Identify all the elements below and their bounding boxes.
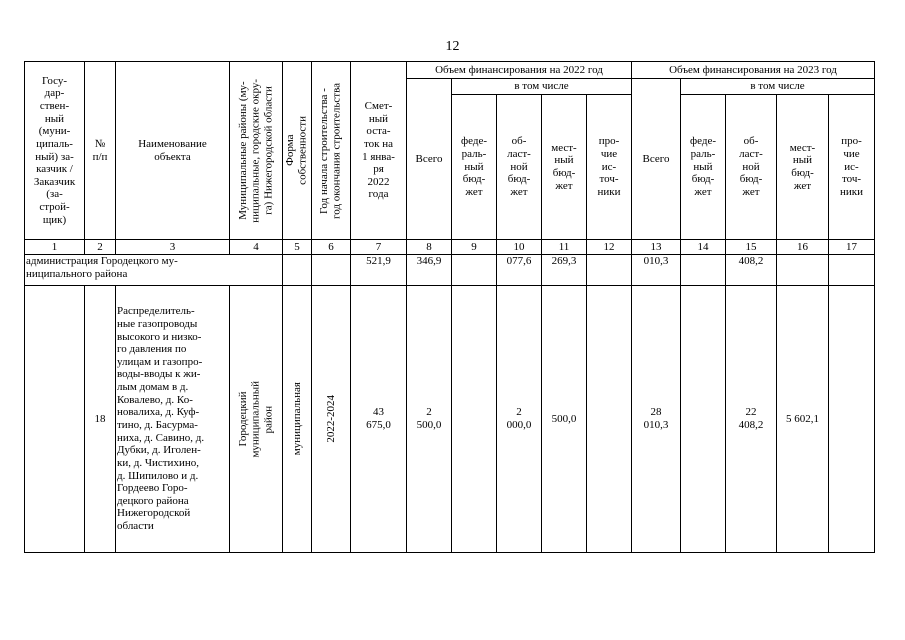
- item-total-2022: 2 500,0: [407, 286, 452, 553]
- item-estimate: 43 675,0: [351, 286, 407, 553]
- page-number: 12: [445, 39, 460, 54]
- header-number: № п/п: [85, 62, 116, 240]
- item-ownership-text: муниципальная: [290, 382, 303, 456]
- item-federal-2022: [452, 286, 497, 553]
- header-regional-2022: об- ласт- ной бюд- жет: [497, 95, 542, 240]
- table-row-administration: [25, 255, 875, 286]
- item-municipality-text: Городецкий муниципальный район: [237, 380, 275, 458]
- header-ownership-text: Форма собственности: [284, 116, 309, 185]
- financing-table: [24, 61, 875, 553]
- header-years: [312, 62, 351, 240]
- item-regional-2022: 2 000,0: [497, 286, 542, 553]
- admin-estimate: 521,9: [351, 255, 407, 286]
- admin-local-2023: [777, 255, 829, 286]
- column-number: 7: [351, 240, 407, 255]
- column-number: 4: [230, 240, 283, 255]
- header-financing-2023: Объем финансирования на 2023 год: [632, 62, 875, 79]
- column-number: 11: [542, 240, 587, 255]
- admin-other-2023: [829, 255, 875, 286]
- admin-federal-2023: [681, 255, 726, 286]
- admin-local-2022: 269,3: [542, 255, 587, 286]
- item-municipality: [230, 286, 283, 553]
- column-number: 14: [681, 240, 726, 255]
- header-years-text: Год начала строительства - год окончания строительства: [318, 82, 343, 219]
- item-ownership: [283, 286, 312, 553]
- header-other-2022: про- чие ис- точ- ники: [587, 95, 632, 240]
- header-object-name: Наименование объекта: [116, 62, 230, 240]
- admin-total-2023: 010,3: [632, 255, 681, 286]
- header-regional-2023: об- ласт- ной бюд- жет: [726, 95, 777, 240]
- column-number: 10: [497, 240, 542, 255]
- table-row-item-18: [25, 286, 875, 553]
- column-number: 16: [777, 240, 829, 255]
- admin-total-2022: 346,9: [407, 255, 452, 286]
- column-number: 17: [829, 240, 875, 255]
- item-other-2022: [587, 286, 632, 553]
- column-number: 12: [587, 240, 632, 255]
- header-federal-2023: феде- раль- ный бюд- жет: [681, 95, 726, 240]
- column-number: 2: [85, 240, 116, 255]
- item-number: 18: [85, 286, 116, 553]
- admin-regional-2022: 077,6: [497, 255, 542, 286]
- header-municipality-text: Муниципальные районы (му- ниципальные, городские окру- га) Нижегородской области: [237, 78, 275, 223]
- column-number: 15: [726, 240, 777, 255]
- column-number: 9: [452, 240, 497, 255]
- header-financing-2022: Объем финансирования на 2022 год: [407, 62, 632, 79]
- admin-years: [312, 255, 351, 286]
- header-other-2023: про- чие ис- точ- ники: [829, 95, 875, 240]
- item-other-2023: [829, 286, 875, 553]
- item-total-2023: 28 010,3: [632, 286, 681, 553]
- column-number: 1: [25, 240, 85, 255]
- header-total-2023: Всего: [632, 79, 681, 240]
- admin-other-2022: [587, 255, 632, 286]
- item-customer: [25, 286, 85, 553]
- item-local-2023: 5 602,1: [777, 286, 829, 553]
- item-local-2022: 500,0: [542, 286, 587, 553]
- header-municipality: [230, 62, 283, 240]
- item-regional-2023: 22 408,2: [726, 286, 777, 553]
- header-customer: Госу- дар- ствен- ный (муни- ципаль- ный) за- казчик / Заказчик (за- строй- щик): [25, 62, 85, 240]
- header-local-2023: мест- ный бюд- жет: [777, 95, 829, 240]
- admin-regional-2023: 408,2: [726, 255, 777, 286]
- column-number: 8: [407, 240, 452, 255]
- header-federal-2022: феде- раль- ный бюд- жет: [452, 95, 497, 240]
- column-number: 5: [283, 240, 312, 255]
- item-years-text: 2022-2024: [324, 395, 337, 443]
- column-number: 13: [632, 240, 681, 255]
- column-number: 6: [312, 240, 351, 255]
- header-including-2022: в том числе: [452, 79, 632, 95]
- header-total-2022: Всего: [407, 79, 452, 240]
- administration-label: администрация Городецкого му- ниципального района: [25, 255, 283, 286]
- item-object-name: Распределитель- ные газопроводы высокого и низко- го давления по улицам и газопро- воды-вводы к жи- лым домам в д. Ковалево, д. Ко- новалиха, д. Куф- тино, д. Басурма- ниха, д. Савино, д. Дубки, д. Иголен- ки, д. Чистихино, д. Шипилово и д. Гордеево Горо- децкого района Нижегородской области: [116, 286, 230, 553]
- header-estimate: Смет- ный оста- ток на 1 янва- ря 2022 года: [351, 62, 407, 240]
- header-ownership: [283, 62, 312, 240]
- header-local-2022: мест- ный бюд- жет: [542, 95, 587, 240]
- admin-ownership: [283, 255, 312, 286]
- column-number: 3: [116, 240, 230, 255]
- item-years: [312, 286, 351, 553]
- admin-federal-2022: [452, 255, 497, 286]
- column-number-row: [25, 240, 875, 255]
- item-federal-2023: [681, 286, 726, 553]
- header-including-2023: в том числе: [681, 79, 875, 95]
